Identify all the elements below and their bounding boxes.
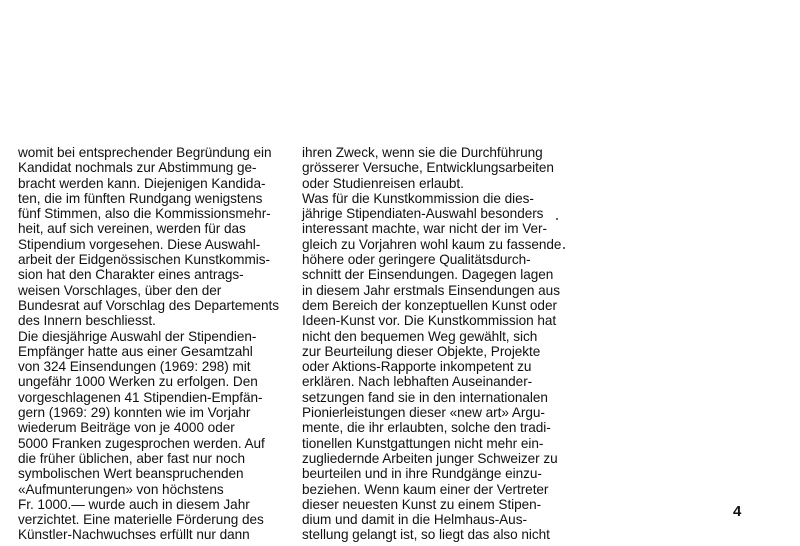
left-column-line: Kandidat nochmals zur Abstimmung ge- [18,160,257,176]
left-column-line: womit bei entsprechender Begründung ein [18,145,272,160]
left-column-line: Bundesrat auf Vorschlag des Departements [18,297,279,313]
right-column-line: oder Aktions-Rapporte inkompetent zu [302,359,532,375]
scan-speck [556,218,558,220]
left-column-line: des Innern beschliesst. [18,313,156,329]
left-column-line: heit, auf sich vereinen, werden für das [18,221,246,237]
left-column-line: «Aufmunterungen» von höchstens [18,481,224,497]
left-column-line: arbeit der Eidgenössischen Kunstkommis- [18,252,270,268]
right-column-line: grösserer Versuche, Entwicklungsarbeiten [302,160,554,176]
left-column-line: vorgeschlagenen 41 Stipendien-Empfän- [18,389,263,405]
right-column-line: gleich zu Vorjahren wohl kaum zu fassende [302,236,562,252]
right-column-line: erklären. Nach lebhaften Auseinander- [302,374,533,390]
left-column-line: von 324 Einsendungen (1969: 298) mit [18,359,251,375]
right-column-line: zur Beurteilung dieser Objekte, Projekte [302,343,541,359]
right-column-line: Was für die Kunstkommission die dies- [302,190,534,206]
right-column-line: Ideen-Kunst vor. Die Kunstkommission hat [302,313,557,329]
left-column-line: bracht werden kann. Diejenigen Kandida- [18,175,266,191]
left-text-column [18,145,278,543]
page-number: 4 [733,503,742,520]
left-column-line: Künstler-Nachwuchses erfüllt nur dann [18,527,250,543]
right-column-line: beurteilen und in ihre Rundgänge einzu- [302,466,542,482]
right-column-line: setzungen fand sie in den internationalen [302,389,548,405]
left-column-line: ten, die im fünften Rundgang wenigstens [18,190,263,206]
left-column-line: ungefähr 1000 Werken zu erfolgen. Den [18,374,258,390]
left-column-line: gern (1969: 29) konnten wie im Vorjahr [18,405,251,421]
right-column-line: mente, die ihr erlaubten, solche den tradi- [302,420,551,436]
right-column-line: Pionierleistungen dieser «new art» Argu- [302,405,545,421]
right-column-line: höhere oder geringere Qualitätsdurch- [302,252,531,268]
left-column-line: Stipendium vorgesehen. Diese Auswahl- [18,236,261,252]
right-column-line: oder Studienreisen erlaubt. [302,175,464,191]
right-column-line: jährige Stipendiaten-Auswahl besonders [302,206,544,222]
right-text-column [302,145,564,543]
right-column-line: interessant machte, war nicht der im Ver- [302,221,548,237]
left-column-line: fünf Stimmen, also die Kommissionsmehr- [18,206,271,222]
left-column-line: weisen Vorschlages, über den der [18,282,222,298]
right-column-line: schnitt der Einsendungen. Dagegen lagen [302,267,554,283]
left-column-line: 5000 Franken zugesprochen werden. Auf [18,435,265,451]
right-column-line: dium und damit in die Helmhaus-Aus- [302,512,527,528]
right-column-line: tionellen Kunstgattungen nicht mehr ein- [302,435,544,451]
right-column-line: beziehen. Wenn kaum einer der Vertreter [302,481,549,497]
right-column-line: ihren Zweck, wenn sie die Durchführung [302,145,543,160]
right-column-line: nicht den bequemen Weg gewählt, sich [302,328,538,344]
right-column-line: dem Bereich der konzeptuellen Kunst oder [302,297,557,313]
left-column-line: Empfänger hatte aus einer Gesamtzahl [18,343,253,359]
left-column-line: sion hat den Charakter eines antrags- [18,267,244,283]
left-column-line: die früher üblichen, aber fast nur noch [18,450,246,466]
right-column-line: in diesem Jahr erstmals Einsendungen aus [302,282,560,298]
left-column-line: symbolischen Wert beanspruchenden [18,466,244,482]
right-column-line: dieser neuesten Kunst zu einem Stipen- [302,496,542,512]
left-column-line: wiederum Beiträge von je 4000 oder [18,420,235,436]
left-column-line: Fr. 1000.— wurde auch in diesem Jahr [18,496,250,512]
right-column-line: stellung gelangt ist, so liegt das also nicht [302,527,550,543]
left-column-line: verzichtet. Eine materielle Förderung des [18,512,264,528]
scan-speck [563,247,565,249]
left-column-line: Die diesjährige Auswahl der Stipendien- [18,328,257,344]
right-column-line: zugliedernde Arbeiten junger Schweizer zu [302,450,558,466]
